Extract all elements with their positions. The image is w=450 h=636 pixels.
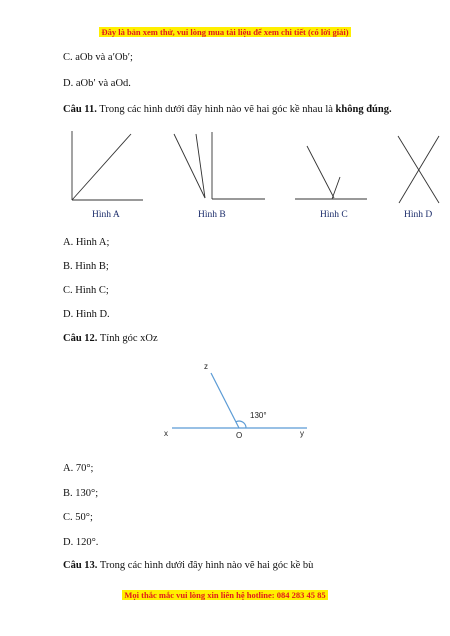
q11-option-b: B. Hình B; <box>63 261 109 272</box>
q10-option-c: C. aOb và a′Ob′; <box>63 52 133 63</box>
q11-option-c: C. Hình C; <box>63 285 109 296</box>
caption-figure-c: Hình C <box>320 210 348 220</box>
q13-label: Câu 13. <box>63 560 98 571</box>
q12-option-a: A. 70°; <box>63 463 94 474</box>
q11-text: Trong các hình dưới đây hình nào vẽ hai góc kề nhau là <box>96 104 336 115</box>
label-o: O <box>236 431 243 440</box>
q12-text: Tính góc xOz <box>97 333 158 344</box>
ray-oz <box>211 373 239 428</box>
q10-option-d: D. aOb′ và aOd. <box>63 78 131 89</box>
q11-option-d: D. Hình D. <box>63 309 110 320</box>
q12-option-d: D. 120°. <box>63 537 99 548</box>
q11-text-bold: không đúng. <box>335 104 392 115</box>
caption-figure-a: Hình A <box>92 210 120 220</box>
label-z: z <box>204 362 208 371</box>
q13-question <box>63 560 313 571</box>
q12-option-b: B. 130°; <box>63 488 99 499</box>
preview-notice-text: Đây là bản xem thử, vui lòng mua tài liệu để xem chi tiết (có lời giải) <box>101 27 349 37</box>
q12-label: Câu 12. <box>63 333 98 344</box>
hotline-notice-text: Mọi thắc mắc vui lòng xin liên hệ hotline: 084 283 45 85 <box>124 590 326 600</box>
hotline-notice-banner <box>0 590 450 600</box>
label-y: y <box>300 429 304 438</box>
q11-option-a: A. Hình A; <box>63 237 110 248</box>
label-x: x <box>164 429 168 438</box>
caption-figure-d: Hình D <box>404 210 433 220</box>
label-angle-130: 130° <box>250 411 267 420</box>
q12-option-c: C. 50°; <box>63 512 93 523</box>
q11-label: Câu 11. <box>63 104 97 115</box>
caption-figure-b: Hình B <box>198 210 226 220</box>
q13-text: Trong các hình dưới đây hình nào vẽ hai góc kề bù <box>97 560 314 571</box>
